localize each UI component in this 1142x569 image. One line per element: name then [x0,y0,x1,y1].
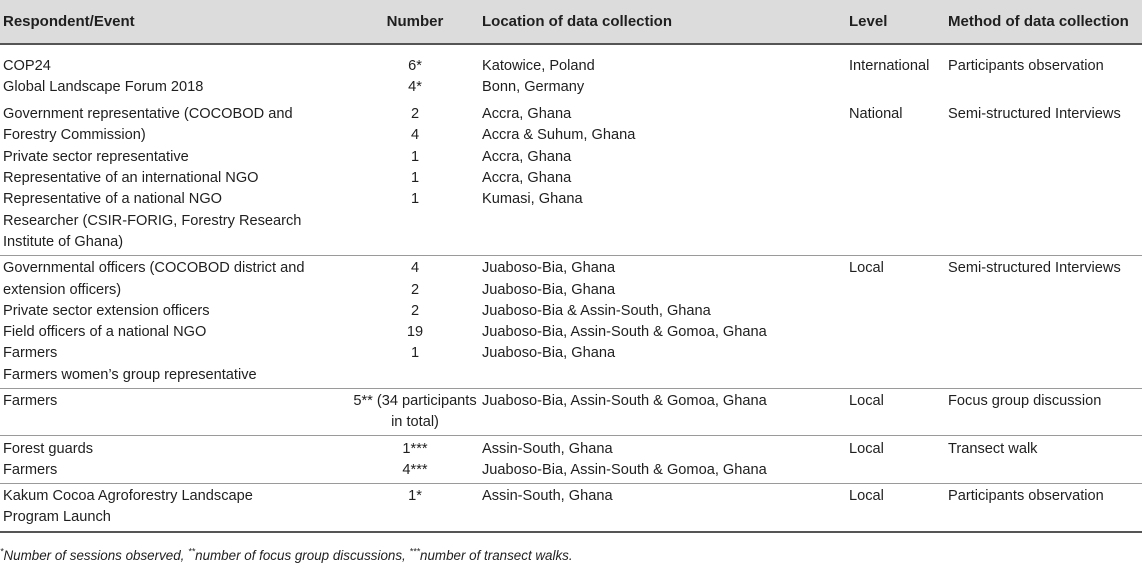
cell-location: Accra & Suhum, Ghana [482,127,636,143]
cell-number: 19 [406,324,424,340]
cell-location: Accra, Ghana [482,149,572,165]
cell-respondent: Private sector representative [3,149,189,165]
cell-level: National [849,106,903,122]
cell-location: Bonn, Germany [482,79,585,95]
cell-number: 2 [410,303,420,319]
group-separator [0,388,1142,389]
cell-location: Juaboso-Bia, Ghana [482,260,616,276]
cell-respondent: Farmers [3,393,58,409]
cell-number: 2 [410,106,420,122]
cell-level: Local [849,488,884,504]
cell-respondent: Representative of a national NGO [3,191,223,207]
cell-method: Focus group discussion [948,393,1102,409]
header-method: Method of data collection [948,13,1129,30]
header-level: Level [849,13,888,30]
cell-respondent: Global Landscape Forum 2018 [3,79,204,95]
cell-respondent: Government representative (COCOBOD and [3,106,293,122]
cell-respondent: Program Launch [3,509,111,525]
cell-respondent: Farmers [3,345,58,361]
cell-number: 4 [410,127,420,143]
cell-respondent: Farmers women’s group representative [3,367,257,383]
cell-method: Transect walk [948,441,1038,457]
cell-number: 1 [410,191,420,207]
header-rule [0,43,1142,45]
footnote-text: Number of sessions observed, [3,548,189,563]
footnote-mark: * [0,546,4,557]
cell-respondent: Representative of an international NGO [3,170,259,186]
group-separator [0,435,1142,436]
cell-level: Local [849,393,884,409]
cell-respondent: extension officers) [3,282,122,298]
cell-number: 1 [410,345,420,361]
cell-number: 1 [410,149,420,165]
footnote-text: number of focus group discussions, [195,548,410,563]
cell-number: 2 [410,282,420,298]
cell-respondent: Researcher (CSIR-FORIG, Forestry Research [3,213,302,229]
cell-method: Semi-structured Interviews [948,260,1121,276]
cell-respondent: Farmers [3,462,58,478]
footnote-text: number of transect walks. [420,548,573,563]
cell-location: Assin-South, Ghana [482,488,613,504]
cell-respondent: COP24 [3,58,51,74]
cell-number: 6* [408,58,422,74]
cell-location: Accra, Ghana [482,170,572,186]
cell-method: Participants observation [948,58,1104,74]
footnote-mark: ** [188,546,196,557]
cell-level: International [849,58,930,74]
group-separator [0,255,1142,256]
cell-level: Local [849,441,884,457]
cell-number: in total) [391,414,439,430]
header-location: Location of data collection [482,13,673,30]
cell-number: 1* [408,488,422,504]
cell-location: Juaboso-Bia, Assin-South & Gomoa, Ghana [482,462,767,478]
cell-respondent: Kakum Cocoa Agroforestry Landscape [3,488,253,504]
cell-number: 1*** [402,441,428,457]
cell-respondent: Governmental officers (COCOBOD district and [3,260,305,276]
cell-method: Semi-structured Interviews [948,106,1121,122]
cell-location: Juaboso-Bia, Ghana [482,282,616,298]
cell-number: 5** (34 participants [353,393,477,409]
cell-number: 4* [408,79,422,95]
cell-number: 4*** [402,462,428,478]
cell-respondent: Forest guards [3,441,94,457]
cell-number: 1 [410,170,420,186]
cell-level: Local [849,260,884,276]
cell-location: Assin-South, Ghana [482,441,613,457]
group-separator [0,483,1142,484]
table-bottom-rule [0,531,1142,533]
cell-location: Juaboso-Bia, Assin-South & Gomoa, Ghana [482,393,767,409]
cell-respondent: Institute of Ghana) [3,234,124,250]
table-footnote [0,548,573,563]
cell-respondent: Forestry Commission) [3,127,146,143]
cell-respondent: Private sector extension officers [3,303,210,319]
header-number: Number [386,13,444,30]
cell-location: Juaboso-Bia & Assin-South, Ghana [482,303,711,319]
cell-location: Juaboso-Bia, Ghana [482,345,616,361]
footnote-mark: *** [409,546,421,557]
cell-location: Kumasi, Ghana [482,191,583,207]
cell-number: 4 [410,260,420,276]
cell-location: Accra, Ghana [482,106,572,122]
header-respondent: Respondent/Event [3,13,135,30]
cell-location: Katowice, Poland [482,58,595,74]
cell-method: Participants observation [948,488,1104,504]
cell-location: Juaboso-Bia, Assin-South & Gomoa, Ghana [482,324,767,340]
cell-respondent: Field officers of a national NGO [3,324,207,340]
